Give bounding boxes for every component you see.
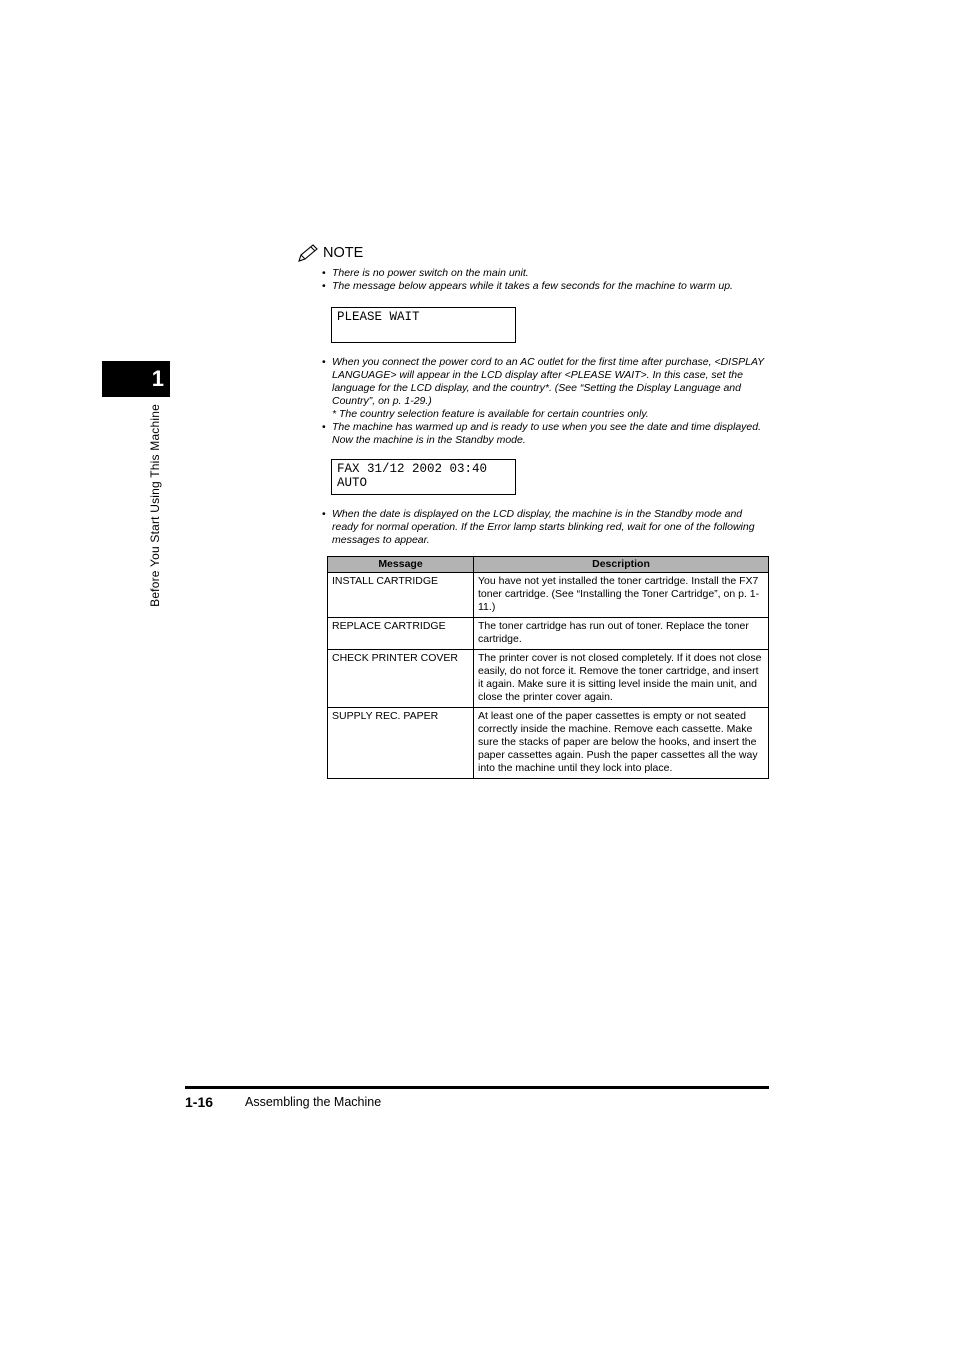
column-header-description: Description	[474, 557, 769, 573]
footnote: * The country selection feature is available for certain countries only.	[332, 408, 649, 420]
message-cell: SUPPLY REC. PAPER	[328, 708, 474, 779]
message-cell: INSTALL CARTRIDGE	[328, 573, 474, 618]
list-item: • When the date is displayed on the LCD display, the machine is in the Standby mode and ready for normal operation. If the Error lamp starts blinking red, wait for one of the following messages to appear.	[322, 508, 770, 547]
page-number: 1-16	[185, 1094, 214, 1110]
description-cell: The printer cover is not closed completely. If it does not close easily, do not force it. Remove the toner cartridge, and insert it again. Make sure it is sitting level inside the main unit, and close the printer cover again.	[474, 650, 769, 708]
message-table	[327, 556, 769, 779]
lcd-display-please-wait	[331, 307, 516, 343]
list-item: • The machine has warmed up and is ready to use when you see the date and time displayed. Now the machine is in the Standby mode.	[322, 421, 770, 447]
description-cell: At least one of the paper cassettes is empty or not seated correctly inside the machine. Remove each cassette. Make sure the stacks of paper are below the hooks, and insert the paper cassettes again. Push the paper cassettes all the way into the machine until they lock into place.	[474, 708, 769, 779]
note-bullets-top	[322, 267, 770, 293]
pencil-icon	[296, 243, 320, 263]
message-cell: REPLACE CARTRIDGE	[328, 618, 474, 650]
list-item: • The message below appears while it takes a few seconds for the machine to warm up.	[322, 280, 770, 293]
lcd-line: AUTO	[337, 476, 368, 490]
list-item	[322, 356, 770, 421]
table-row	[328, 573, 769, 618]
table-row	[328, 708, 769, 779]
chapter-side-label: Before You Start Using This Machine	[148, 404, 162, 607]
chapter-tab	[102, 361, 170, 397]
table-row	[328, 650, 769, 708]
chapter-number: 1	[151, 366, 164, 391]
column-header-message: Message	[328, 557, 474, 573]
list-item: • There is no power switch on the main unit.	[322, 267, 770, 280]
lcd-line: FAX 31/12 2002 03:40	[337, 462, 488, 476]
table-header-row	[328, 557, 769, 573]
description-cell: You have not yet installed the toner cartridge. Install the FX7 toner cartridge. (See “Installing the Toner Cartridge”, on p. 1-11.)	[474, 573, 769, 618]
note-bullets-bottom	[322, 508, 770, 547]
note-bullets-mid	[322, 356, 770, 447]
footer-divider	[185, 1086, 769, 1089]
note-heading-text: NOTE	[323, 245, 364, 261]
message-cell: CHECK PRINTER COVER	[328, 650, 474, 708]
lcd-line: PLEASE WAIT	[337, 310, 420, 324]
note-heading	[296, 243, 363, 263]
description-cell: The toner cartridge has run out of toner. Replace the toner cartridge.	[474, 618, 769, 650]
table-row	[328, 618, 769, 650]
lcd-display-standby	[331, 459, 516, 495]
list-item-text: • When you connect the power cord to an AC outlet for the first time after purchase, <DISPLAY LANGUAGE> will appear in the LCD display after <PLEASE WAIT>. In this case, set the language for the LCD display, and the country*. (See “Setting the Display Language and Country”, on p. 1-29.)	[332, 356, 764, 407]
footer-section-title: Assembling the Machine	[245, 1095, 382, 1109]
